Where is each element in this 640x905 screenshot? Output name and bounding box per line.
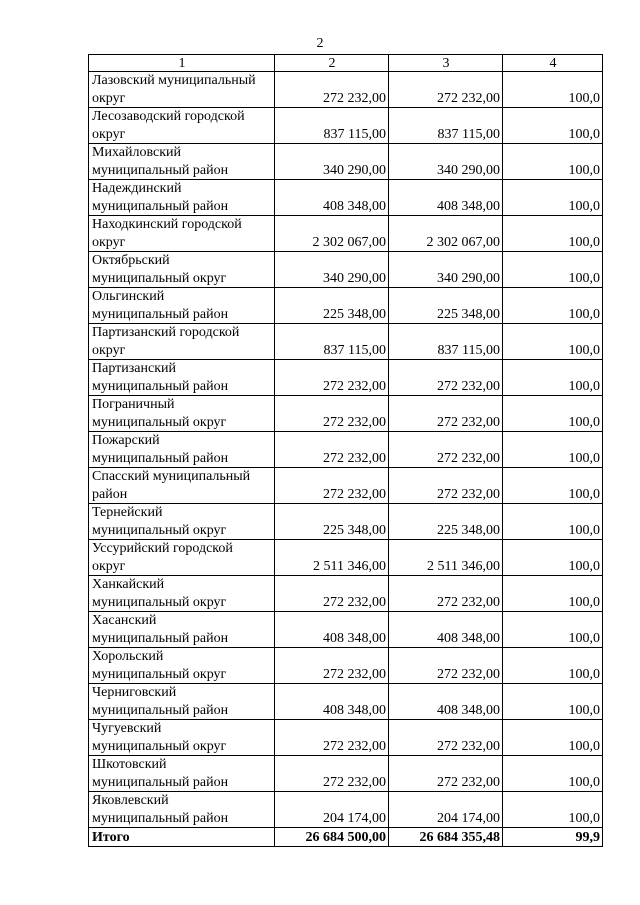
- value-col3: 837 115,00: [389, 108, 503, 144]
- value-col2: 272 232,00: [275, 756, 389, 792]
- value-col2: 408 348,00: [275, 684, 389, 720]
- municipality-name-line: муниципальный район: [92, 630, 229, 646]
- table-row: [89, 216, 603, 252]
- municipality-name: [89, 648, 275, 684]
- value-col3: 225 348,00: [389, 288, 503, 324]
- municipality-name-line: Хорольский: [92, 649, 164, 664]
- value-col3: 204 174,00: [389, 792, 503, 828]
- municipality-name-line: округ: [92, 558, 126, 574]
- value-col4: 100,0: [503, 144, 603, 180]
- municipality-name-line: муниципальный район: [92, 810, 229, 826]
- municipality-name-line: муниципальный округ: [92, 270, 227, 286]
- municipality-name-line: округ: [92, 234, 126, 250]
- municipality-name-line: Находкинский городской: [92, 217, 242, 232]
- municipality-name-line: муниципальный район: [92, 450, 229, 466]
- municipality-name-line: Чугуевский: [92, 721, 162, 736]
- value-col3: 272 232,00: [389, 396, 503, 432]
- page-number: 2: [316, 36, 324, 51]
- municipality-name: [89, 108, 275, 144]
- municipality-name: [89, 396, 275, 432]
- value-col2: 272 232,00: [275, 720, 389, 756]
- table-row: [89, 144, 603, 180]
- municipality-name-line: Пограничный: [92, 397, 175, 412]
- column-header-2: 2: [275, 55, 389, 72]
- total-col4: 99,9: [503, 828, 603, 847]
- value-col3: 272 232,00: [389, 576, 503, 612]
- municipality-name-line: Хасанский: [92, 613, 157, 628]
- municipality-name: [89, 576, 275, 612]
- column-header-4: 4: [503, 55, 603, 72]
- municipality-name-line: Яковлевский: [92, 793, 169, 808]
- municipality-name: [89, 360, 275, 396]
- value-col3: 225 348,00: [389, 504, 503, 540]
- municipality-name: [89, 468, 275, 504]
- value-col4: 100,0: [503, 792, 603, 828]
- municipality-name-line: Партизанский: [92, 361, 176, 376]
- municipality-name: [89, 432, 275, 468]
- municipality-name-line: Ханкайский: [92, 577, 165, 592]
- value-col4: 100,0: [503, 468, 603, 504]
- municipality-name-line: округ: [92, 90, 126, 106]
- municipality-name-line: Михайловский: [92, 145, 181, 160]
- table-row: [89, 108, 603, 144]
- value-col4: 100,0: [503, 108, 603, 144]
- value-col2: 2 511 346,00: [275, 540, 389, 576]
- table-row: [89, 360, 603, 396]
- value-col2: 837 115,00: [275, 324, 389, 360]
- total-col3: 26 684 355,48: [389, 828, 503, 847]
- value-col2: 204 174,00: [275, 792, 389, 828]
- municipality-name: [89, 612, 275, 648]
- municipality-name-line: Спасский муниципальный: [92, 469, 251, 484]
- municipality-name-line: муниципальный округ: [92, 414, 227, 430]
- value-col4: 100,0: [503, 180, 603, 216]
- municipality-name: [89, 540, 275, 576]
- value-col4: 100,0: [503, 360, 603, 396]
- value-col3: 408 348,00: [389, 684, 503, 720]
- table-row: [89, 180, 603, 216]
- table-row: [89, 684, 603, 720]
- value-col4: 100,0: [503, 396, 603, 432]
- municipality-name-line: Октябрьский: [92, 253, 170, 268]
- table-row: [89, 756, 603, 792]
- value-col3: 272 232,00: [389, 648, 503, 684]
- value-col3: 837 115,00: [389, 324, 503, 360]
- value-col4: 100,0: [503, 252, 603, 288]
- municipality-name-line: округ: [92, 126, 126, 142]
- value-col4: 100,0: [503, 756, 603, 792]
- municipality-name-line: район: [92, 486, 128, 502]
- municipality-name-line: муниципальный район: [92, 378, 229, 394]
- value-col4: 100,0: [503, 432, 603, 468]
- value-col2: 272 232,00: [275, 72, 389, 108]
- value-col4: 100,0: [503, 540, 603, 576]
- municipality-name: [89, 72, 275, 108]
- municipality-name: [89, 756, 275, 792]
- table-row: [89, 468, 603, 504]
- municipality-name-line: Тернейский: [92, 505, 163, 520]
- municipality-name: [89, 144, 275, 180]
- value-col2: 272 232,00: [275, 576, 389, 612]
- column-header-3: 3: [389, 55, 503, 72]
- municipality-name: [89, 288, 275, 324]
- municipality-name-line: муниципальный район: [92, 774, 229, 790]
- value-col3: 272 232,00: [389, 72, 503, 108]
- municipality-name: [89, 684, 275, 720]
- value-col4: 100,0: [503, 504, 603, 540]
- municipality-name-line: Партизанский городской: [92, 325, 240, 340]
- table-row: [89, 792, 603, 828]
- municipality-name: [89, 720, 275, 756]
- value-col2: 272 232,00: [275, 432, 389, 468]
- column-header-1: 1: [89, 55, 275, 72]
- table-row: [89, 648, 603, 684]
- table-row: [89, 432, 603, 468]
- municipality-name: [89, 324, 275, 360]
- value-col4: 100,0: [503, 648, 603, 684]
- value-col2: 272 232,00: [275, 360, 389, 396]
- municipality-name-line: Ольгинский: [92, 289, 165, 304]
- allocation-table: [88, 54, 603, 847]
- municipality-name-line: муниципальный округ: [92, 594, 227, 610]
- total-row: [89, 828, 603, 847]
- value-col2: 340 290,00: [275, 144, 389, 180]
- value-col2: 837 115,00: [275, 108, 389, 144]
- value-col2: 408 348,00: [275, 180, 389, 216]
- municipality-name-line: округ: [92, 342, 126, 358]
- value-col2: 225 348,00: [275, 288, 389, 324]
- value-col2: 408 348,00: [275, 612, 389, 648]
- municipality-name-line: Лесозаводский городской: [92, 109, 245, 124]
- table-footer: [89, 828, 603, 847]
- table-row: [89, 72, 603, 108]
- value-col3: 272 232,00: [389, 432, 503, 468]
- value-col4: 100,0: [503, 288, 603, 324]
- municipality-name-line: Надеждинский: [92, 181, 182, 196]
- table-row: [89, 720, 603, 756]
- municipality-name-line: муниципальный округ: [92, 522, 227, 538]
- table-row: [89, 540, 603, 576]
- value-col2: 225 348,00: [275, 504, 389, 540]
- value-col3: 2 302 067,00: [389, 216, 503, 252]
- value-col3: 340 290,00: [389, 252, 503, 288]
- table-row: [89, 396, 603, 432]
- table-header: [89, 55, 603, 72]
- value-col2: 2 302 067,00: [275, 216, 389, 252]
- municipality-name: [89, 792, 275, 828]
- table-row: [89, 612, 603, 648]
- value-col3: 2 511 346,00: [389, 540, 503, 576]
- table-row: [89, 576, 603, 612]
- municipality-name: [89, 252, 275, 288]
- municipality-name-line: муниципальный район: [92, 162, 229, 178]
- value-col2: 340 290,00: [275, 252, 389, 288]
- value-col4: 100,0: [503, 576, 603, 612]
- municipality-name-line: муниципальный район: [92, 198, 229, 214]
- municipality-name-line: муниципальный округ: [92, 738, 227, 754]
- municipality-name-line: Пожарский: [92, 433, 160, 448]
- municipality-name-line: муниципальный округ: [92, 666, 227, 682]
- value-col4: 100,0: [503, 324, 603, 360]
- municipality-name-line: Шкотовский: [92, 757, 167, 772]
- municipality-name: [89, 180, 275, 216]
- value-col3: 272 232,00: [389, 756, 503, 792]
- value-col4: 100,0: [503, 684, 603, 720]
- table-row: [89, 252, 603, 288]
- municipality-name-line: Черниговский: [92, 685, 177, 700]
- value-col3: 272 232,00: [389, 360, 503, 396]
- value-col4: 100,0: [503, 720, 603, 756]
- table-row: [89, 324, 603, 360]
- value-col4: 100,0: [503, 612, 603, 648]
- value-col2: 272 232,00: [275, 396, 389, 432]
- municipality-name-line: Уссурийский городской: [92, 541, 233, 556]
- value-col2: 272 232,00: [275, 468, 389, 504]
- municipality-name: [89, 504, 275, 540]
- municipality-name: [89, 216, 275, 252]
- value-col2: 272 232,00: [275, 648, 389, 684]
- header-row: [89, 55, 603, 72]
- value-col3: 272 232,00: [389, 468, 503, 504]
- value-col3: 340 290,00: [389, 144, 503, 180]
- value-col3: 408 348,00: [389, 612, 503, 648]
- value-col3: 408 348,00: [389, 180, 503, 216]
- municipality-name-line: муниципальный район: [92, 306, 229, 322]
- value-col4: 100,0: [503, 216, 603, 252]
- table-body: [89, 72, 603, 828]
- table-row: [89, 504, 603, 540]
- municipality-name-line: муниципальный район: [92, 702, 229, 718]
- total-label: Итого: [89, 828, 275, 847]
- municipality-name-line: Лазовский муниципальный: [92, 73, 256, 88]
- value-col3: 272 232,00: [389, 720, 503, 756]
- total-col2: 26 684 500,00: [275, 828, 389, 847]
- table-row: [89, 288, 603, 324]
- value-col4: 100,0: [503, 72, 603, 108]
